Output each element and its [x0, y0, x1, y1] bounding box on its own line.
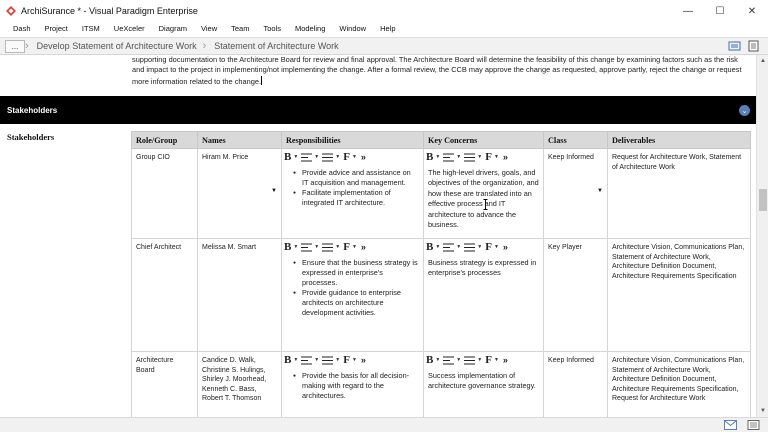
dropdown-arrow-icon[interactable]: ▼ — [335, 243, 341, 250]
dropdown-arrow-icon[interactable]: ▼ — [493, 356, 499, 363]
font-button[interactable]: F — [485, 353, 492, 366]
bold-button[interactable]: B — [284, 240, 292, 253]
breadcrumb-item-statement[interactable]: Statement of Architecture Work — [214, 41, 339, 51]
menu-bar — [0, 22, 768, 36]
role-cell[interactable]: Group CIO — [132, 149, 198, 239]
dropdown-arrow-icon[interactable]: ▼ — [456, 243, 462, 250]
dropdown-arrow-icon[interactable]: ▼ — [435, 243, 441, 250]
dropdown-arrow-icon[interactable]: ▼ — [435, 356, 441, 363]
responsibilities-cell[interactable] — [282, 239, 424, 352]
list-item: ● Provide the basis for all decision-making with regard to the architectures. — [302, 371, 419, 401]
bold-button[interactable]: B — [426, 240, 434, 253]
column-header: Deliverables — [608, 132, 751, 149]
dropdown-arrow-icon[interactable]: ▼ — [477, 153, 483, 160]
collapse-icon[interactable]: ⌄ — [739, 105, 750, 116]
dropdown-arrow-icon[interactable]: ▼ — [293, 356, 299, 363]
concerns-text: The high-level drivers, goals, and objectives of the organization, and how these are translated into an effective process and IT architecture to advance the business. — [428, 168, 539, 230]
app-logo-icon — [6, 6, 16, 16]
align-icon[interactable] — [301, 356, 312, 365]
column-header: Responsibilities — [282, 132, 424, 149]
align-icon[interactable] — [443, 153, 454, 162]
section-title: Stakeholders — [7, 105, 58, 115]
column-header: Class — [544, 132, 608, 149]
menu-team[interactable]: Team — [231, 24, 250, 33]
rich-text-toolbar — [426, 151, 541, 164]
names-cell[interactable]: Candice D. Walk, Christine S. Hulings, Shirley J. Moorhead, Kenneth C. Bass, Robert T. Thomson — [198, 352, 282, 418]
align-icon[interactable] — [301, 243, 312, 252]
concerns-cell[interactable] — [424, 352, 544, 418]
responsibilities-list — [286, 258, 419, 318]
menu-view[interactable]: View — [200, 24, 218, 33]
menu-tools[interactable]: Tools — [263, 24, 281, 33]
font-button[interactable]: F — [485, 150, 492, 163]
dropdown-arrow-icon[interactable]: ▼ — [456, 356, 462, 363]
align-icon[interactable] — [443, 243, 454, 252]
deliverables-cell[interactable]: Architecture Vision, Communications Plan, Statement of Architecture Work, Architecture Definition Document, Architecture Requirements Specification — [608, 239, 751, 352]
close-button[interactable]: ✕ — [747, 5, 757, 17]
dropdown-arrow-icon[interactable]: ▼ — [293, 153, 299, 160]
list-icon[interactable] — [322, 243, 333, 252]
dropdown-arrow-icon[interactable]: ▼ — [293, 243, 299, 250]
menu-itsm[interactable]: ITSM — [81, 24, 100, 33]
font-button[interactable]: F — [343, 240, 350, 253]
title-bar — [0, 0, 768, 22]
table-row — [132, 149, 751, 239]
dropdown-arrow-icon[interactable]: ▼ — [493, 153, 499, 160]
list-icon[interactable] — [322, 153, 333, 162]
more-tools-button[interactable]: » — [360, 151, 366, 162]
breadcrumb-home-button[interactable]: ... — [5, 40, 25, 53]
font-button[interactable]: F — [343, 353, 350, 366]
dropdown-arrow-icon[interactable]: ▼ — [456, 153, 462, 160]
dropdown-arrow-icon[interactable]: ▼ — [314, 356, 320, 363]
list-item: ● Ensure that the business strategy is expressed in enterprise's processes. — [302, 258, 419, 288]
deliverables-cell[interactable]: Architecture Vision, Communications Plan, Statement of Architecture Work, Architecture Definition Document, Architecture Requirements Specification, Request for Architecture Work — [608, 352, 751, 418]
breadcrumb-tools — [728, 40, 760, 52]
rich-text-toolbar — [284, 241, 421, 254]
status-bar — [0, 417, 768, 432]
bold-button[interactable]: B — [284, 150, 292, 163]
text-cursor-icon — [483, 199, 488, 210]
more-tools-button[interactable]: » — [360, 354, 366, 365]
concerns-cell[interactable] — [424, 239, 544, 352]
dropdown-arrow-icon[interactable]: ▼ — [271, 188, 277, 194]
list-item: ● Provide guidance to enterprise architects on architecture development activities. — [302, 288, 419, 318]
list-item: ● Provide advice and assistance on IT acquisition and management. — [302, 168, 419, 188]
window-controls — [672, 0, 768, 22]
menu-uexceler[interactable]: UeXceler — [113, 24, 145, 33]
chevron-right-icon: › — [202, 40, 207, 52]
responsibilities-list — [286, 371, 419, 401]
rich-text-toolbar — [426, 241, 541, 254]
dropdown-arrow-icon[interactable]: ▼ — [351, 243, 357, 250]
document-content[interactable] — [0, 55, 756, 417]
align-icon[interactable] — [301, 153, 312, 162]
menu-project[interactable]: Project — [44, 24, 68, 33]
window-title: ArchiSurance * - Visual Paradigm Enterprise — [21, 6, 198, 16]
document-view-icon[interactable] — [747, 40, 760, 52]
concerns-text: Business strategy is expressed in enterprise's processes — [428, 258, 537, 278]
column-header: Key Concerns — [424, 132, 544, 149]
rich-text-toolbar — [284, 354, 421, 367]
more-tools-button[interactable]: » — [360, 241, 366, 252]
font-button[interactable]: F — [485, 240, 492, 253]
table-row — [132, 352, 751, 418]
dropdown-arrow-icon[interactable]: ▼ — [351, 153, 357, 160]
menu-modeling[interactable]: Modeling — [294, 24, 326, 33]
dropdown-arrow-icon[interactable]: ▼ — [597, 188, 603, 194]
table-row — [132, 239, 751, 352]
responsibilities-cell[interactable] — [282, 149, 424, 239]
dropdown-arrow-icon[interactable]: ▼ — [477, 356, 483, 363]
scrollbar-thumb[interactable] — [759, 189, 767, 211]
dropdown-arrow-icon[interactable]: ▼ — [314, 153, 320, 160]
minimize-button[interactable]: — — [683, 5, 693, 17]
role-cell[interactable]: Architecture Board — [132, 352, 198, 418]
names-cell[interactable]: Melissa M. Smart — [198, 239, 282, 352]
column-header: Names — [198, 132, 282, 149]
status-icons — [724, 420, 760, 430]
breadcrumb-item-develop[interactable]: Develop Statement of Architecture Work — [36, 41, 197, 51]
maximize-button[interactable]: ☐ — [715, 5, 725, 17]
names-cell[interactable]: Hiram M. Price ▼ — [198, 149, 282, 239]
stakeholders-section-header[interactable] — [0, 96, 756, 124]
dropdown-arrow-icon[interactable]: ▼ — [351, 356, 357, 363]
deliverables-cell[interactable]: Request for Architecture Work, Statement of Architecture Work — [608, 149, 751, 239]
scroll-up-icon[interactable]: ▲ — [760, 58, 766, 64]
breadcrumb — [0, 37, 768, 55]
menu-dash[interactable]: Dash — [13, 24, 31, 33]
bold-button[interactable]: B — [284, 353, 292, 366]
role-cell[interactable]: Chief Architect — [132, 239, 198, 352]
rich-text-toolbar — [284, 151, 421, 164]
scroll-down-icon[interactable]: ▼ — [760, 408, 766, 414]
list-item: ● Facilitate implementation of integrated IT architecture. — [302, 188, 419, 208]
text-caret — [261, 76, 262, 85]
list-icon[interactable] — [464, 153, 475, 162]
menu-help[interactable]: Help — [380, 24, 396, 33]
dropdown-arrow-icon[interactable]: ▼ — [435, 153, 441, 160]
more-tools-button[interactable]: » — [502, 354, 508, 365]
responsibilities-list — [286, 168, 419, 208]
dropdown-arrow-icon[interactable]: ▼ — [493, 243, 499, 250]
concerns-text: Success implementation of architecture governance strategy. — [428, 371, 536, 391]
intro-paragraph[interactable]: supporting documentation to the Architecture Board for review and final approval. The Architecture Board will determine the feasibility of this change by examining factors such as the risk and impact to the project in implementing/not implementing the change. After a formal review, the CCB may approve the change as requested, approve partly, reject the change or request more information related to the change. — [132, 55, 742, 86]
more-tools-button[interactable]: » — [502, 241, 508, 252]
dropdown-arrow-icon[interactable]: ▼ — [314, 243, 320, 250]
menu-window[interactable]: Window — [339, 24, 367, 33]
table-header-row — [132, 132, 751, 149]
bold-button[interactable]: B — [426, 150, 434, 163]
rich-text-toolbar — [426, 354, 541, 367]
list-icon[interactable] — [464, 356, 475, 365]
bold-button[interactable]: B — [426, 353, 434, 366]
document-icon[interactable] — [747, 420, 760, 430]
dropdown-arrow-icon[interactable]: ▼ — [335, 153, 341, 160]
chevron-right-icon: › — [25, 40, 29, 52]
more-tools-button[interactable]: » — [502, 151, 508, 162]
class-cell[interactable]: Keep Informed ▼ — [544, 149, 608, 239]
class-cell[interactable]: Keep Informed — [544, 352, 608, 418]
dropdown-arrow-icon[interactable]: ▼ — [477, 243, 483, 250]
column-header: Role/Group — [132, 132, 198, 149]
menu-diagram[interactable]: Diagram — [158, 24, 187, 33]
fit-to-window-icon[interactable] — [728, 40, 741, 52]
stakeholders-label: Stakeholders — [7, 132, 55, 142]
stakeholders-table — [131, 131, 751, 417]
mail-icon[interactable] — [724, 420, 737, 430]
dropdown-arrow-icon[interactable]: ▼ — [335, 356, 341, 363]
class-cell[interactable]: Key Player — [544, 239, 608, 352]
font-button[interactable]: F — [343, 150, 350, 163]
vertical-scrollbar[interactable] — [756, 55, 768, 417]
list-icon[interactable] — [322, 356, 333, 365]
concerns-cell[interactable] — [424, 149, 544, 239]
list-icon[interactable] — [464, 243, 475, 252]
align-icon[interactable] — [443, 356, 454, 365]
responsibilities-cell[interactable] — [282, 352, 424, 418]
